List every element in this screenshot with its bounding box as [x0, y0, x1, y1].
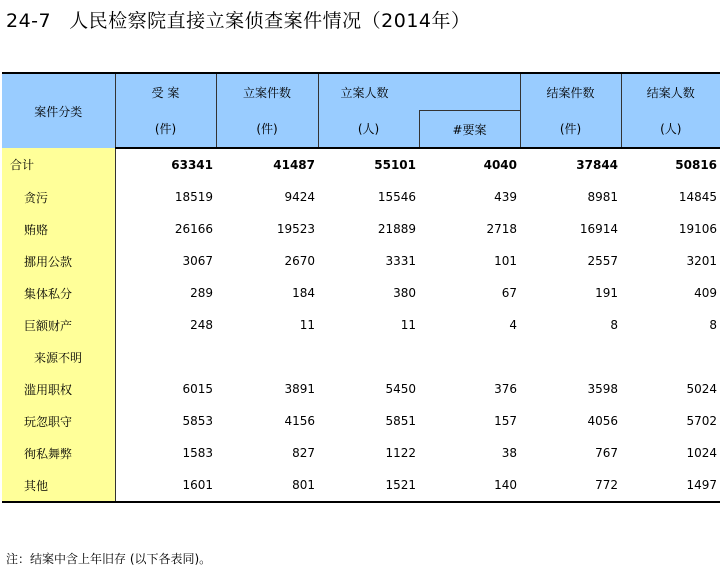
cell-value: 37844 — [576, 158, 619, 172]
cell-value: 38 — [501, 446, 518, 460]
cell-value: 1122 — [385, 446, 416, 460]
row-category: 合计 — [2, 148, 115, 181]
row-category: 贪污 — [2, 181, 115, 213]
row-category: 巨额财产 — [2, 309, 115, 341]
cell-value: 11 — [400, 318, 416, 332]
cell-value: 55101 — [374, 158, 416, 172]
cell-value: 3201 — [686, 254, 718, 268]
cell-value: 15546 — [377, 190, 416, 204]
cell-value: 2718 — [486, 222, 518, 236]
row-category: 滥用职权 — [2, 373, 115, 405]
page-title — [6, 6, 471, 33]
cell-value: 19523 — [276, 222, 315, 236]
cell-value: 9424 — [284, 190, 315, 204]
cell-value: 16914 — [579, 222, 619, 236]
header-closed-cases: 结案件数 — [520, 73, 621, 111]
cell-value: 191 — [595, 286, 619, 300]
row-category: 玩忽职守 — [2, 405, 115, 437]
cell-value: 4040 — [483, 158, 518, 172]
table-row — [2, 405, 720, 437]
cell-value: 5702 — [686, 414, 718, 428]
cell-value: 5851 — [385, 414, 416, 428]
cell-value: 2557 — [587, 254, 619, 268]
row-category: 集体私分 — [2, 277, 115, 309]
row-category: 其他 — [2, 469, 115, 502]
cell-value: 11 — [299, 318, 315, 332]
cell-value: 439 — [494, 190, 518, 204]
table-row — [2, 245, 720, 277]
cell-value: 767 — [595, 446, 619, 460]
cell-value — [216, 341, 318, 373]
cell-value: 4056 — [587, 414, 619, 428]
cell-value — [318, 341, 419, 373]
cell-value: 1521 — [318, 469, 419, 502]
cell-value: 26166 — [174, 222, 213, 236]
cell-value: 1601 — [115, 469, 216, 502]
cell-value: 3598 — [587, 382, 619, 396]
cell-value: 63341 — [171, 158, 213, 172]
table-year: （2014年） — [361, 10, 471, 32]
cell-value: 4156 — [284, 414, 315, 428]
header-category: 案件分类 — [2, 73, 115, 148]
cell-value: 1024 — [686, 446, 718, 460]
cell-value: 3331 — [385, 254, 416, 268]
table-row — [2, 181, 720, 213]
cell-value: 6015 — [182, 382, 213, 396]
table-row — [2, 373, 720, 405]
table-row — [2, 148, 720, 181]
cell-value: 50816 — [675, 158, 718, 172]
row-category: 贿赂 — [2, 213, 115, 245]
row-category: 徇私舞弊 — [2, 437, 115, 469]
header-filed-persons: 立案人数 — [318, 73, 520, 111]
cell-value — [115, 341, 216, 373]
header-closed-persons-unit: (人) — [621, 111, 720, 149]
cell-value: 4 — [509, 318, 518, 332]
cell-value: 801 — [216, 469, 318, 502]
cell-value: 289 — [190, 286, 213, 300]
cell-value: 18519 — [174, 190, 213, 204]
cell-value: 2670 — [284, 254, 315, 268]
cell-value: 8981 — [587, 190, 619, 204]
footnote: 注：结案中含上年旧存 (以下各表同)。 — [6, 552, 212, 566]
header-filed-cases: 立案件数 — [216, 73, 318, 111]
table-row — [2, 341, 720, 373]
cell-value: 157 — [494, 414, 518, 428]
cell-value: 19106 — [678, 222, 718, 236]
cell-value: 376 — [494, 382, 518, 396]
cell-value: 140 — [419, 469, 520, 502]
table-row — [2, 437, 720, 469]
header-closed-cases-unit: (件) — [520, 111, 621, 149]
cell-value — [520, 341, 621, 373]
cell-value: 5024 — [686, 382, 718, 396]
header-filed-persons-unit: (人) — [318, 111, 419, 149]
cell-value: 1583 — [182, 446, 213, 460]
cell-value: 184 — [292, 286, 315, 300]
cell-value: 248 — [190, 318, 213, 332]
cell-value: 8 — [610, 318, 619, 332]
table-row — [2, 309, 720, 341]
cell-value — [621, 341, 720, 373]
table-row — [2, 469, 720, 502]
cell-value: 3891 — [284, 382, 315, 396]
cell-value: 409 — [694, 286, 718, 300]
cell-value: 14845 — [678, 190, 718, 204]
header-accepted-unit: (件) — [115, 111, 216, 149]
data-table — [2, 72, 720, 503]
row-category: 挪用公款 — [2, 245, 115, 277]
table-number: 24-7 — [6, 10, 52, 32]
cell-value: 67 — [501, 286, 518, 300]
table-row — [2, 277, 720, 309]
header-closed-persons: 结案人数 — [621, 73, 720, 111]
cell-value — [419, 341, 520, 373]
cell-value: 5853 — [182, 414, 213, 428]
cell-value: 3067 — [182, 254, 213, 268]
cell-value: 827 — [292, 446, 315, 460]
row-category: 来源不明 — [2, 341, 115, 373]
cell-value: 8 — [709, 318, 718, 332]
cell-value: 41487 — [273, 158, 315, 172]
header-accepted: 受 案 — [115, 73, 216, 111]
cell-value: 101 — [494, 254, 518, 268]
table-row — [2, 213, 720, 245]
header-filed-cases-unit: (件) — [216, 111, 318, 149]
table-title: 人民检察院直接立案侦查案件情况 — [69, 10, 362, 32]
cell-value: 5450 — [385, 382, 416, 396]
cell-value: 1497 — [621, 469, 720, 502]
cell-value: 21889 — [377, 222, 416, 236]
cell-value: 772 — [520, 469, 621, 502]
header-important-cases: #要案 — [419, 111, 520, 149]
cell-value: 380 — [393, 286, 416, 300]
